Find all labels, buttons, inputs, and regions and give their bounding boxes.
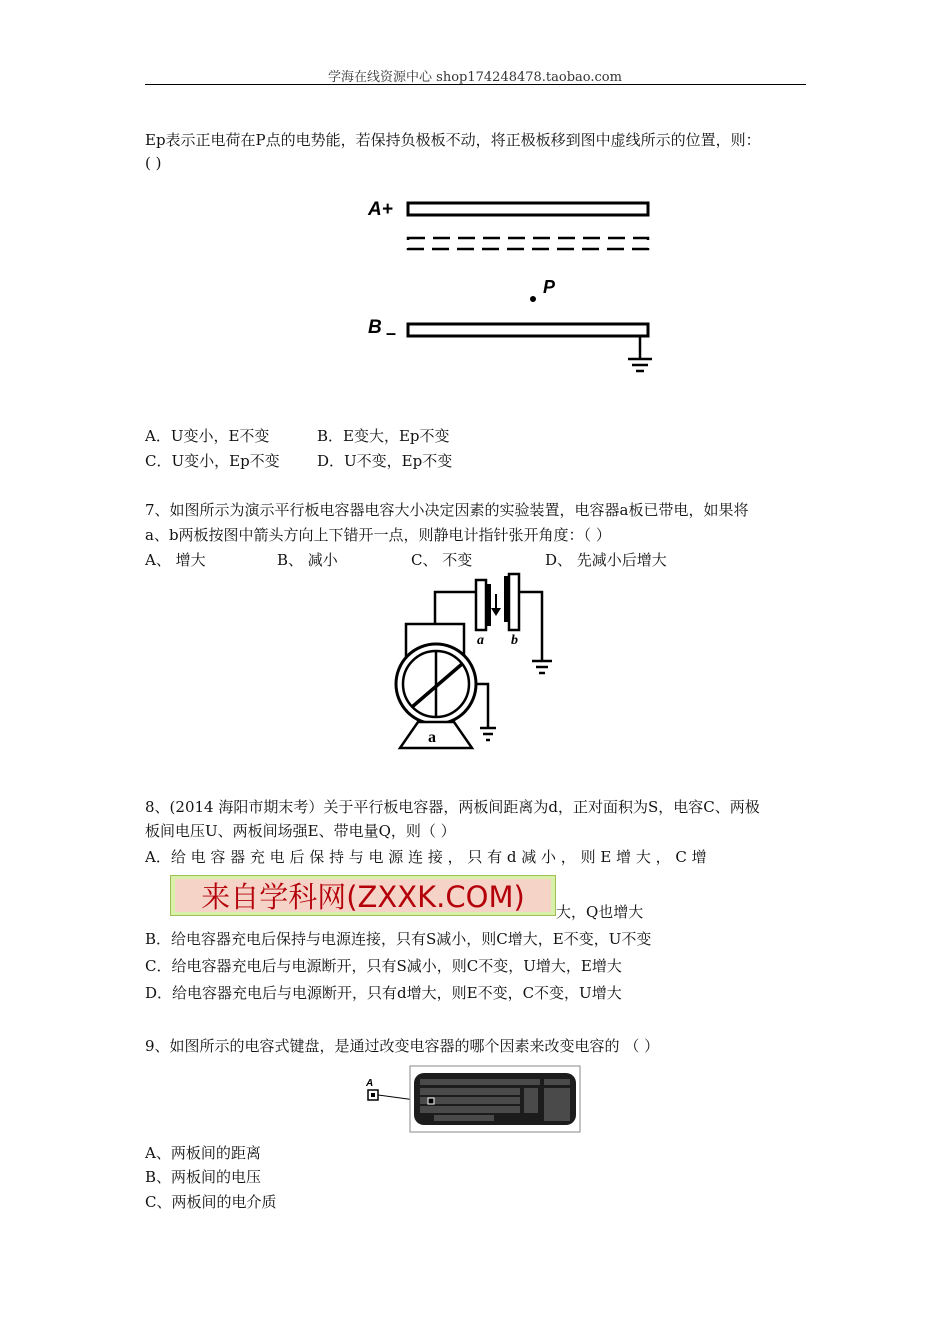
q7-option-b: B、 减小: [277, 551, 338, 569]
page-header: 学海在线资源中心 shop174248478.taobao.com: [328, 70, 622, 85]
q7-stem-line1: 7、如图所示为演示平行板电容器电容大小决定因素的实验装置，电容器a板已带电，如果将: [145, 501, 749, 519]
q8-option-a-line2: 大，Q也增大: [556, 903, 644, 921]
key-label: A: [366, 1078, 374, 1089]
electrometer-base: [400, 722, 472, 748]
q7-option-d: D、 先减小后增大: [545, 551, 667, 569]
plate-b-sign: –: [386, 323, 397, 343]
plate-a: [476, 580, 486, 630]
q7-electrometer-figure: [390, 572, 560, 754]
point-p: [530, 296, 536, 302]
q9-option-c: C、两板间的电介质: [145, 1193, 277, 1211]
down-arrow-icon: [491, 608, 501, 616]
q8-option-c: C．给电容器充电后与电源断开，只有S减小，则C不变，U增大，E增大: [145, 957, 622, 975]
q7-option-c: C、 不变: [411, 551, 473, 569]
q8-option-b: B．给电容器充电后保持与电源连接，只有S减小，则C增大，E不变，U不变: [145, 930, 652, 948]
q6-option-d: D．U不变，Ep不变: [317, 452, 453, 470]
header-divider: [145, 84, 806, 85]
positive-plate: [408, 203, 648, 215]
plate-b: [509, 574, 519, 630]
q9-option-b: B、两板间的电压: [145, 1168, 262, 1186]
q9-stem: 9、如图所示的电容式键盘，是通过改变电容器的哪个因素来改变电容的 （ ）: [145, 1037, 660, 1055]
q8-option-d: D．给电容器充电后与电源断开，只有d增大，则E不变，C不变，U增大: [145, 984, 622, 1002]
q6-option-b: B．E变大，Ep不变: [317, 427, 450, 445]
q6-stem-line1: Ep表示正电荷在P点的电势能，若保持负极板不动，将正极板移到图中虚线所示的位置，则：: [145, 131, 761, 149]
plate-a-label: a: [477, 633, 484, 648]
q8-stem-line2: 板间电压U、两板间场强E、带电量Q，则（ ）: [145, 822, 456, 840]
negative-plate: [408, 324, 648, 336]
q6-stem-line2: ( ): [145, 154, 162, 172]
plate-a-label: A+: [368, 199, 393, 220]
point-p-label: P: [543, 277, 556, 297]
key-highlight: [428, 1098, 434, 1104]
watermark-banner: [170, 875, 556, 916]
base-label: a: [428, 729, 436, 746]
q9-keyboard-figure: [364, 1065, 582, 1133]
watermark-text: 来自学科网(ZXXK.COM): [201, 880, 525, 914]
plate-b-label: B: [368, 317, 382, 338]
q6-capacitor-figure: [358, 193, 670, 378]
q6-option-a: A．U变小，E不变: [145, 427, 270, 445]
q8-stem-line1: 8、(2014 海阳市期末考）关于平行板电容器，两板间距离为d，正对面积为S，电容C、两极: [145, 798, 760, 816]
q8-option-a-line1: A．给 电 容 器 充 电 后 保 持 与 电 源 连 接 ， 只 有 d 减 小 ， 则 E 增 大 ， C 增: [145, 848, 707, 866]
plate-b-label: b: [511, 633, 518, 648]
q9-option-a: A、两板间的距离: [145, 1144, 261, 1162]
q6-option-c: C．U变小，Ep不变: [145, 452, 280, 470]
q7-option-a: A、 增大: [145, 551, 206, 569]
q7-stem-line2: a、b两板按图中箭头方向上下错开一点，则静电计指针张开角度：（ ）: [145, 526, 611, 544]
